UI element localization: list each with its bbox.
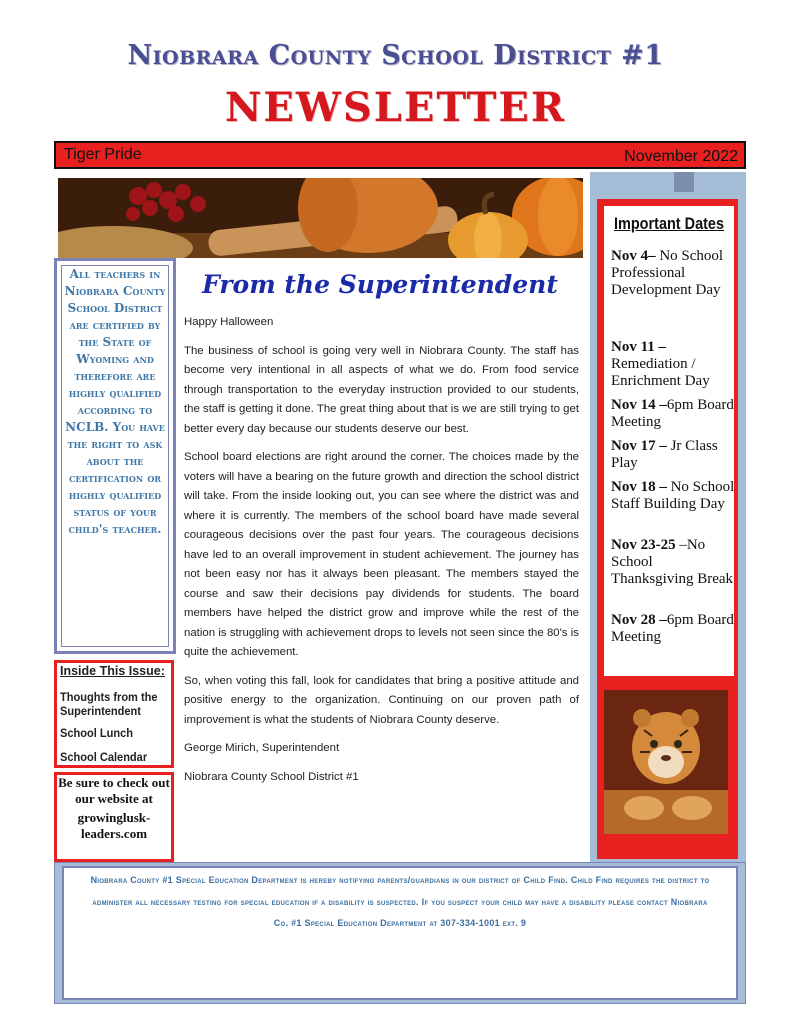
- banner-tagline: Tiger Pride: [64, 146, 142, 163]
- website-link[interactable]: growinglusk-leaders.com: [77, 810, 151, 841]
- newsletter-title: NEWSLETTER: [224, 84, 567, 131]
- inside-issue-item: School Lunch: [60, 726, 133, 740]
- child-find-notice-text: Niobrara County #1 Special Education Department is hereby notifying parents/guardians in our district of Child Find. Child Find requires the district to administer all necessary testing for special education if a disability is suspected. If you suspect your child may have a disability please contact Niobrara Co. #1 Special Education Department at 307-334-1001 ext. 9: [90, 875, 710, 928]
- inside-issue-item: Thoughts from the Superintendent: [60, 690, 158, 718]
- right-column-accent: [674, 172, 694, 192]
- date-item: Nov 17 – Jr Class Play: [611, 438, 718, 471]
- date-item: Nov 4– No School Professional Development Day: [611, 248, 724, 298]
- date-item: Nov 11 – Remediation / Enrichment Day: [611, 339, 710, 389]
- article-paragraph: School board elections are right around the corner. The choices made by the voters will have a bearing on the future growth and direction the school district will take. From the inside looking out, you can see where the district was and where it is currently. The members of the school board have made several courageous decisions over the past four years. The courageous decisions have led to an overall improvement in student achievement. The journey has not been easy nor has it always been pleasant. The members stayed the course and saw their decisions pay dividends for students. The board members have helped the district grow and improve while the rest of the nation is struggling with achievement drops to levels not seen since the 80's is quite the achievement.: [184, 451, 579, 658]
- date-item: Nov 14 –6pm Board Meeting: [611, 397, 734, 430]
- tiger-illustration: [604, 690, 728, 834]
- article-signature: George Mirich, Superintendent: [184, 742, 340, 754]
- harvest-photo: [58, 178, 583, 258]
- banner-date: November 2022: [624, 148, 738, 165]
- inside-issue-title: Inside This Issue:: [60, 664, 165, 678]
- teachers-notice-text: All teachers in Niobrara County School District are certified by the State of Wyoming and therefore are highly qualified according to NCLB. You have the right to ask about the certification or highly qualified status of your child's teacher.: [64, 267, 166, 536]
- article-title: From the Superintendent: [202, 270, 558, 299]
- article-paragraph: So, when voting this fall, look for candidates that bring a positive attitude and positive energy to the organization. Continuing on our proven path of improvement is what the students of Niobrara County deserve.: [184, 674, 579, 726]
- article-body: [184, 313, 579, 796]
- inside-issue-item: School Calendar: [60, 750, 148, 764]
- date-item: Nov 23-25 –No School Thanksgiving Break: [611, 537, 734, 587]
- district-title: Niobrara County School District #1: [127, 40, 664, 71]
- website-prompt: Be sure to check out our website at: [58, 775, 170, 806]
- article-organization: Niobrara County School District #1: [184, 770, 359, 783]
- banner-bar: [54, 141, 746, 169]
- date-item: Nov 28 –6pm Board Meeting: [611, 612, 734, 645]
- date-item: Nov 18 – No School Staff Building Day: [611, 479, 735, 512]
- website-callout: [58, 775, 170, 841]
- tiger-cub-photo: [604, 690, 728, 834]
- important-dates-title: Important Dates: [613, 214, 724, 233]
- article-paragraph: The business of school is going very well in Niobrara County. The staff has become very intentional in all aspects of what we do. From food service through transportation to the everyday instruction provided to our students, the staff is getting it done. The great thing about that is we are still trying to get better every day because our students deserve our best.: [184, 344, 579, 435]
- article-greeting: Happy Halloween: [184, 316, 274, 328]
- harvest-illustration: [58, 178, 583, 258]
